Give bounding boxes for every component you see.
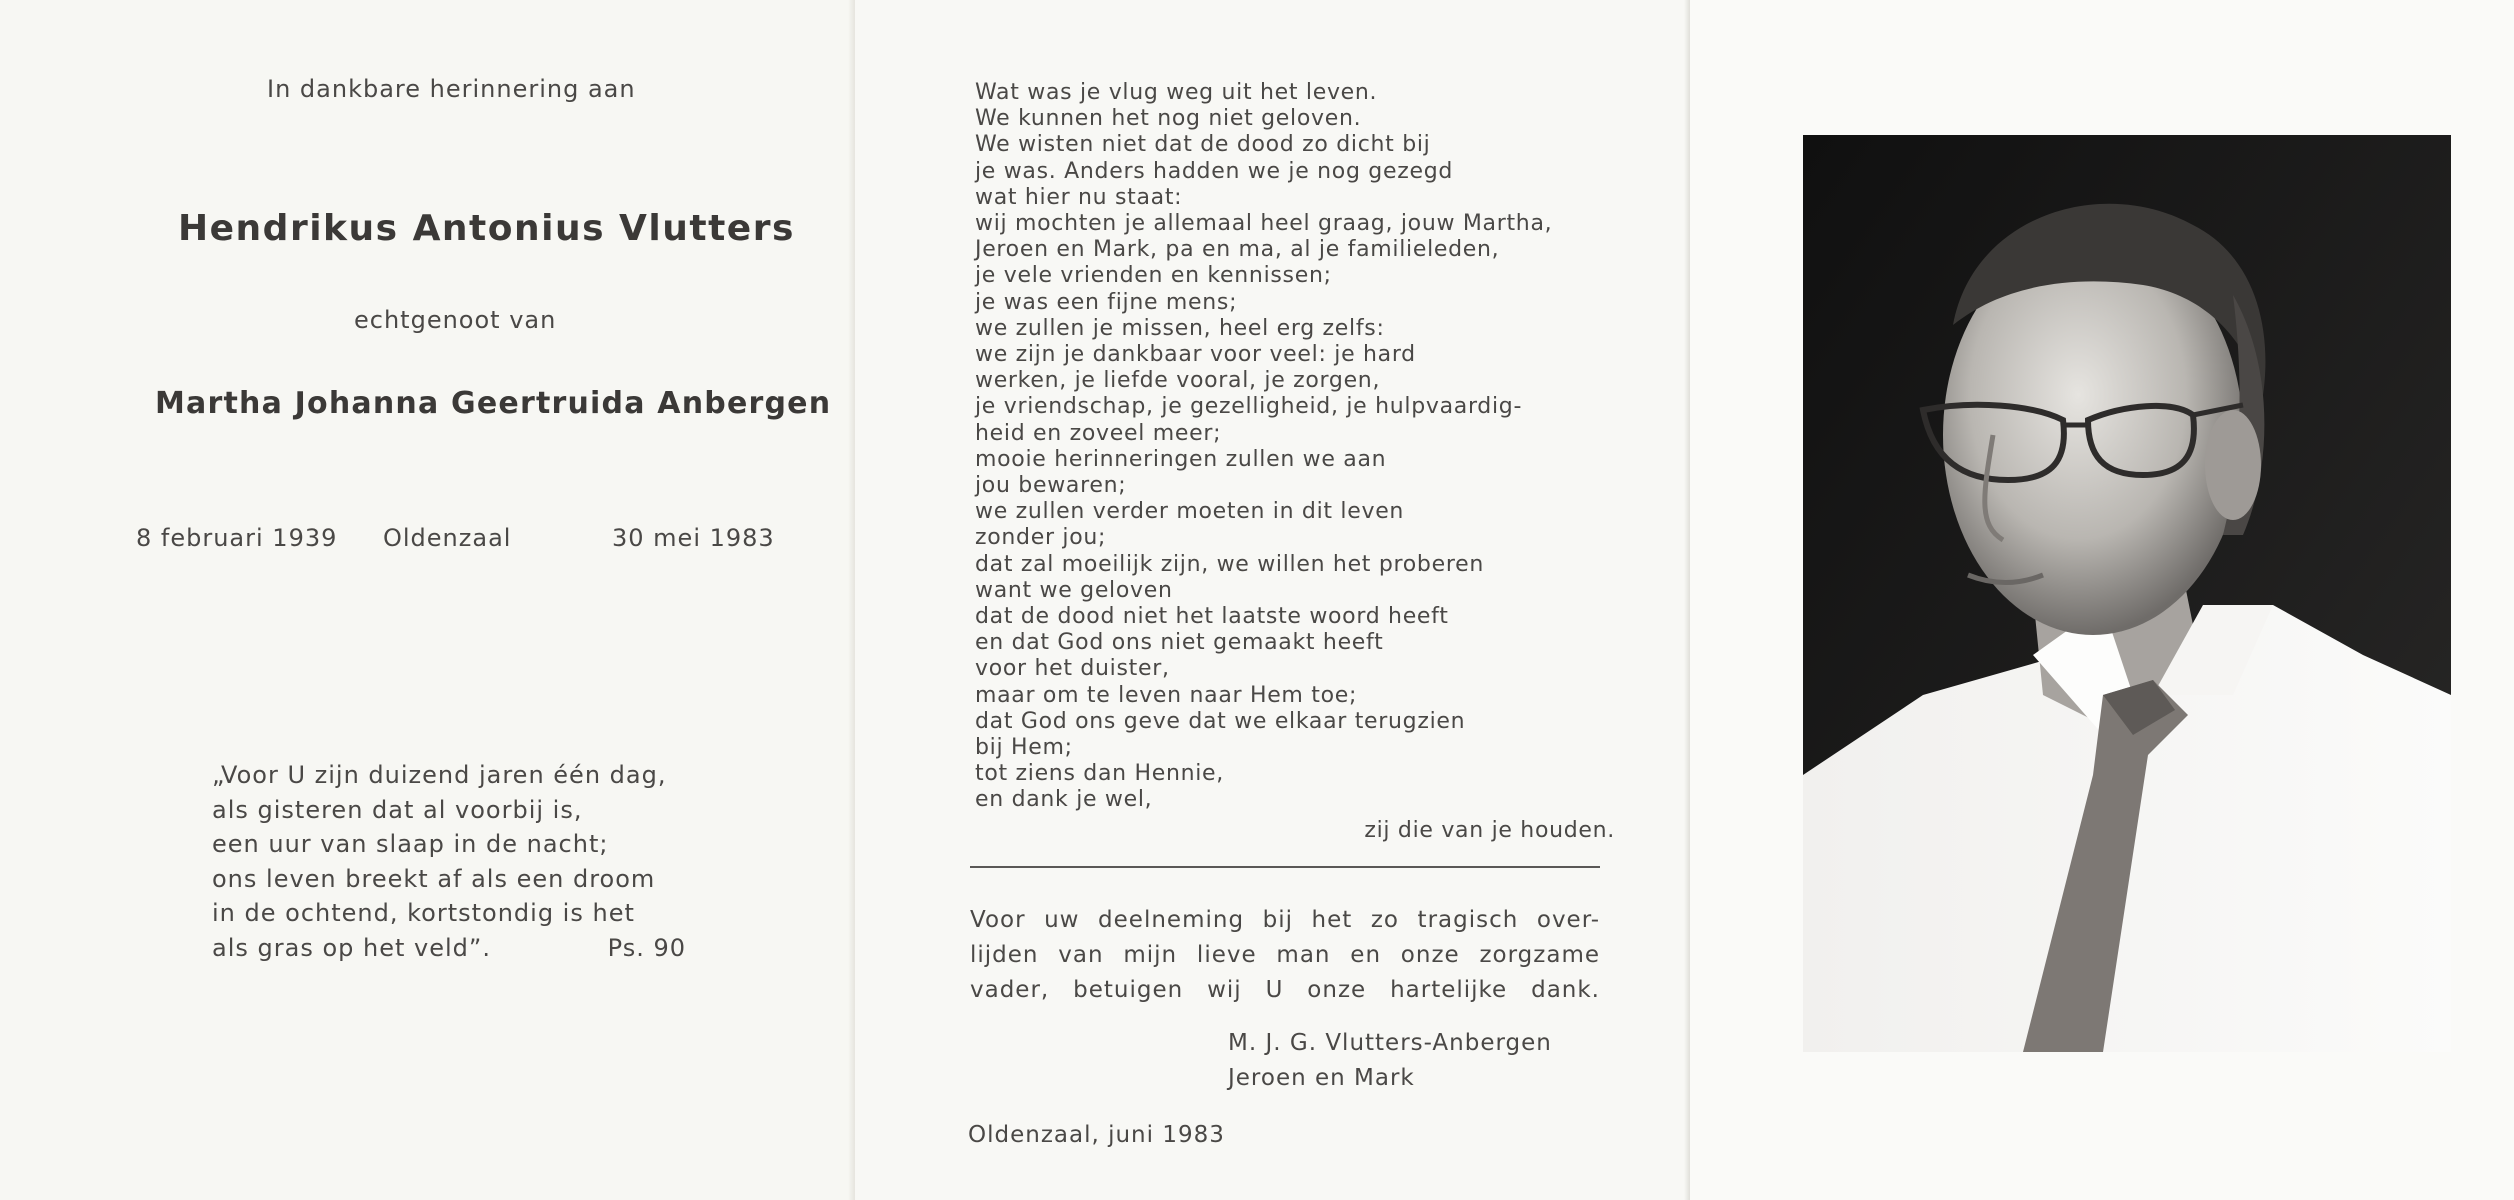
poem-line: we zullen je missen, heel erg zelfs: [975,315,1385,341]
poem-line: tot ziens dan Hennie, [975,761,1224,787]
poem-line: je was. Anders hadden we je nog gezegd [975,158,1454,184]
signers-block [1228,1026,1552,1096]
quote-line: ons leven breekt af als een droom [212,864,656,893]
poem-line: wat hier nu staat: [975,184,1183,210]
poem-line: maar om te leven naar Hem toe; [975,682,1358,708]
death-date: 30 mei 1983 [612,524,775,552]
poem-line: voor het duister, [975,656,1170,682]
poem-line: dat de dood niet het laatste woord heeft [975,604,1449,630]
thanks-line: Voor uw deelneming bij het zo tragisch over- [970,907,1600,933]
birth-date: 8 februari 1939 [136,524,338,552]
thanks-line: vader, betuigen wij U onze hartelijke dank. [970,977,1600,1003]
poem-line: en dank je wel, [975,787,1153,813]
poem-line: dat zal moeilijk zijn, we willen het proberen [975,551,1484,577]
poem-line: bij Hem; [975,735,1073,761]
poem-line: zonder jou; [975,525,1107,551]
poem-line: dat God ons geve dat we elkaar terugzien [975,708,1466,734]
quote-line: „Voor U zijn duizend jaren één dag, [212,761,667,789]
thanks-note [970,903,1600,1008]
quote-reference: Ps. 90 [607,933,686,962]
poem-line: We wisten niet dat de dood zo dicht bij [975,132,1431,158]
intro-text: In dankbare herinnering aan [267,75,636,103]
quote-line: als gisteren dat al voorbij is, [212,795,583,824]
quote-line: een uur van slaap in de nacht; [212,830,609,858]
quote-line: als gras op het veld”. [212,933,491,962]
quote-line: in de ochtend, kortstondig is het [212,899,635,927]
poem-line: werken, je liefde vooral, je zorgen, [975,368,1381,394]
poem-line: jou bewaren; [975,473,1127,499]
poem-line: je vriendschap, je gezelligheid, je hulpvaardig- [975,394,1523,420]
relation-text: echtgenoot van [354,306,557,334]
poem-line: Wat was je vlug weg uit het leven. [975,80,1378,105]
bible-quote [212,758,712,965]
poem-line: We kunnen het nog niet geloven. [975,106,1362,132]
poem-line: je vele vrienden en kennissen; [975,263,1332,289]
signer-line: Jeroen en Mark [1228,1065,1415,1091]
deceased-name: Hendrikus Antonius Vlutters [178,208,795,249]
portrait-photo-icon [1803,135,2451,1052]
quote-line-last [212,931,712,966]
poem-line: wij mochten je allemaal heel graag, jouw Martha, [975,211,1553,237]
place-date: Oldenzaal, juni 1983 [968,1122,1225,1148]
poem-line: want we geloven [975,577,1173,603]
thanks-line: lijden van mijn lieve man en onze zorgzame [970,942,1600,968]
poem-line: we zullen verder moeten in dit leven [975,499,1405,525]
card-left-panel [0,0,855,1200]
place-text: Oldenzaal [383,524,512,552]
divider-line [970,866,1600,868]
poem-line: en dat God ons niet gemaakt heeft [975,630,1384,656]
poem-line: Jeroen en Mark, pa en ma, al je familieleden, [975,237,1500,263]
poem-signature: zij die van je houden. [1364,817,1615,843]
poem-line: je was een fijne mens; [975,289,1238,315]
poem-line: heid en zoveel meer; [975,420,1222,446]
poem-line: mooie herinneringen zullen we aan [975,446,1387,472]
signer-line: M. J. G. Vlutters-Anbergen [1228,1030,1552,1056]
spouse-name: Martha Johanna Geertruida Anbergen [155,386,832,421]
memorial-poem [975,80,1615,844]
poem-line: we zijn je dankbaar voor veel: je hard [975,342,1416,368]
